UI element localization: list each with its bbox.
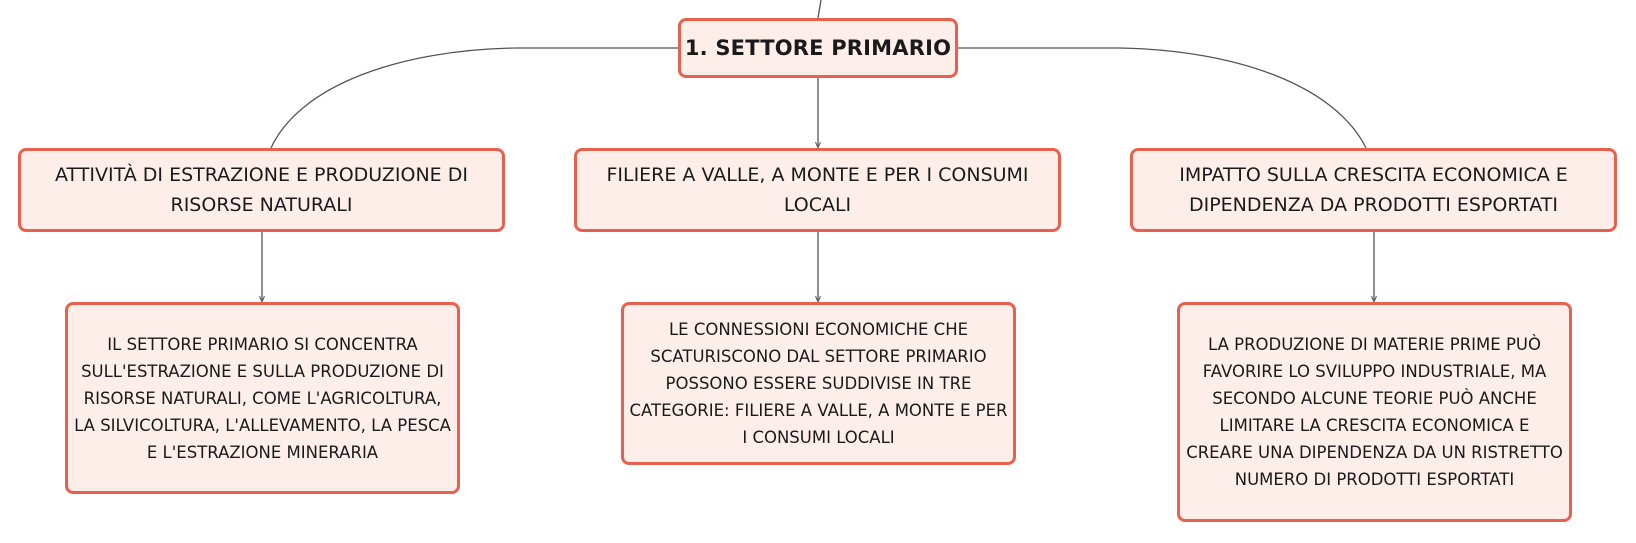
detail-node-supply-chains[interactable]	[621, 302, 1016, 465]
branch-heading: IMPATTO SULLA CRESCITA ECONOMICA E DIPENDENZA DA PRODOTTI ESPORTATI	[1179, 164, 1568, 216]
connector-root-to-right	[958, 48, 1366, 148]
branch-node-economic-impact[interactable]	[1130, 148, 1617, 232]
detail-text: LA PRODUZIONE DI MATERIE PRIME PUÒ FAVORIRE LO SVILUPPO INDUSTRIALE, MA SECONDO ALCUNE TEORIE PUÒ ANCHE LIMITARE LA CRESCITA ECONOMICA E CREARE UNA DIPENDENZA DA UN RISTRETTO NUMERO DI PRODOTTI ESPORTATI	[1186, 335, 1563, 489]
detail-node-economic-impact[interactable]	[1177, 302, 1572, 522]
detail-text: IL SETTORE PRIMARIO SI CONCENTRA SULL'ESTRAZIONE E SULLA PRODUZIONE DI RISORSE NATURALI, COME L'AGRICOLTURA, LA SILVICOLTURA, L'ALLEVAMENTO, LA PESCA E L'ESTRAZIONE MINERARIA	[74, 334, 451, 462]
branch-heading: ATTIVITÀ DI ESTRAZIONE E PRODUZIONE DI RISORSE NATURALI	[55, 164, 468, 216]
detail-text: LE CONNESSIONI ECONOMICHE CHE SCATURISCONO DAL SETTORE PRIMARIO POSSONO ESSERE SUDDIVISE IN TRE CATEGORIE: FILIERE A VALLE, A MONTE E PER I CONSUMI LOCALI	[629, 320, 1008, 447]
connector-root-to-left	[271, 48, 678, 148]
branch-node-supply-chains[interactable]	[574, 148, 1061, 232]
branch-node-extraction[interactable]	[18, 148, 505, 232]
connector-incoming	[818, 0, 821, 18]
detail-node-extraction[interactable]	[65, 302, 460, 494]
branch-heading: FILIERE A VALLE, A MONTE E PER I CONSUMI LOCALI	[606, 164, 1029, 216]
root-label: 1. SETTORE PRIMARIO	[684, 36, 952, 60]
root-node[interactable]	[678, 18, 958, 78]
